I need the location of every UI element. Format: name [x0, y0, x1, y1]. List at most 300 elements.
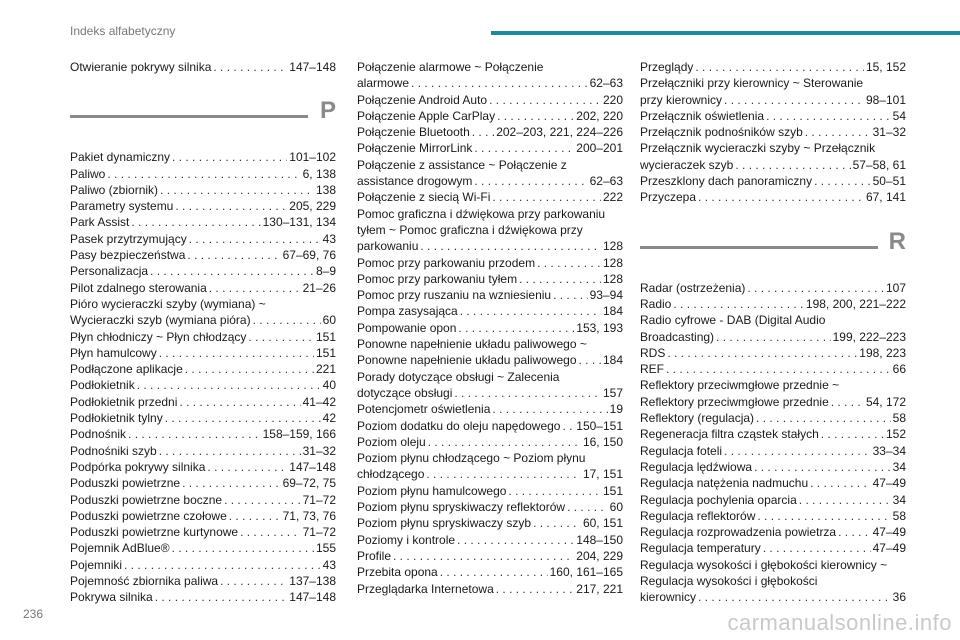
- dot-leader: [492, 401, 607, 417]
- dot-leader: [716, 329, 831, 345]
- index-entry: [70, 410, 336, 426]
- entry-text: Regulacja foteli: [640, 443, 723, 458]
- dot-leader: [579, 352, 601, 368]
- index-entry: [70, 182, 336, 198]
- dot-leader: [207, 459, 287, 475]
- dot-leader: [458, 320, 574, 336]
- entry-pages: 153, 193: [576, 320, 623, 335]
- entry-text: Reflektory przeciwmgłowe przednie: [640, 394, 829, 409]
- index-entry: [640, 443, 906, 459]
- entry-pages: 47–49: [872, 476, 906, 491]
- index-entry: [70, 589, 336, 605]
- entry-text: Podnośniki szyb: [70, 443, 157, 458]
- entry-text: Pojemnik AdBlue®: [70, 541, 170, 556]
- entry-text: Płyn chłodniczy ~ Płyn chłodzący: [70, 329, 247, 344]
- entry-text: Park Assist: [70, 215, 130, 230]
- dot-leader: [460, 303, 601, 319]
- entry-text: Parametry systemu: [70, 199, 174, 214]
- entry-lead-text: Połączenie z assistance ~ Połączenie z: [357, 157, 567, 172]
- index-entry: [357, 303, 623, 319]
- entry-text: Poduszki powietrzne: [70, 476, 181, 491]
- entry-text: RDS: [640, 345, 666, 360]
- entry-text: Pasek przytrzymujący: [70, 231, 187, 246]
- entry-text: Pojemność zbiornika paliwa: [70, 574, 219, 589]
- index-entry: [70, 280, 336, 296]
- entry-pages: 43: [322, 557, 336, 572]
- dot-leader: [567, 499, 608, 515]
- entry-lead-text: Przełącznik wycieraczki szyby ~ Przełącznik: [640, 141, 876, 156]
- entry-lead-text: Regulacja wysokości i głębokości kierownicy ~: [640, 557, 888, 572]
- entry-list-p-end: [640, 59, 906, 206]
- entry-pages: 33–34: [872, 443, 906, 458]
- dot-leader: [137, 377, 321, 393]
- dot-leader: [497, 108, 574, 124]
- index-entry: [357, 532, 623, 548]
- entry-text: Połączenie MirrorLink: [357, 141, 473, 156]
- index-entry: [70, 377, 336, 393]
- entry-list-top: [70, 59, 336, 75]
- entry-pages: 199, 222–223: [832, 329, 906, 344]
- index-entry: [70, 492, 336, 508]
- entry-text: Poduszki powietrzne boczne: [70, 492, 223, 507]
- index-entry: [70, 540, 336, 556]
- entry-text: parkowaniu: [357, 239, 419, 254]
- entry-text: Poziom oleju: [357, 434, 426, 449]
- index-entry: [640, 524, 906, 540]
- entry-text: Radar (ostrzeżenia): [640, 280, 746, 295]
- dot-leader: [673, 296, 804, 312]
- index-entry: [640, 189, 906, 205]
- entry-text: kierownicy: [640, 590, 697, 605]
- dot-leader: [562, 418, 574, 434]
- entry-pages: 34: [892, 492, 906, 507]
- entry-pages: 8–9: [315, 264, 336, 279]
- dot-leader: [724, 92, 864, 108]
- index-entry: [357, 515, 623, 531]
- index-column-1: [70, 59, 336, 606]
- entry-pages: 60: [322, 313, 336, 328]
- entry-pages: 43: [322, 231, 336, 246]
- index-entry: [70, 557, 336, 573]
- index-entry: [640, 492, 906, 508]
- entry-text: Poziom płynu hamulcowego: [357, 483, 507, 498]
- entry-pages: 47–49: [872, 525, 906, 540]
- entry-pages: 148–150: [576, 532, 623, 547]
- index-entry: [70, 573, 336, 589]
- dot-leader: [124, 557, 321, 573]
- index-entry: [70, 59, 336, 75]
- index-entry: [357, 75, 623, 91]
- entry-pages: 71, 73, 76: [282, 508, 336, 523]
- entry-text: Pokrywa silnika: [70, 590, 153, 605]
- dot-leader: [220, 573, 287, 589]
- entry-text: Płyn hamulcowy: [70, 345, 157, 360]
- entry-pages: 36: [892, 590, 906, 605]
- entry-pages: 217, 221: [576, 581, 623, 596]
- dot-leader: [519, 271, 601, 287]
- entry-text: Przeglądarka Internetowa: [357, 581, 494, 596]
- index-entry: [357, 255, 623, 271]
- entry-pages: 130–131, 134: [262, 215, 336, 230]
- entry-pages: 42: [322, 411, 336, 426]
- entry-pages: 16, 150: [582, 434, 623, 449]
- dot-leader: [472, 124, 494, 140]
- entry-pages: 54, 172: [865, 394, 906, 409]
- index-entry: [357, 499, 623, 515]
- entry-text: Przełącznik oświetlenia: [640, 108, 765, 123]
- dot-leader: [428, 434, 581, 450]
- index-entry: [357, 287, 623, 303]
- index-entry: [70, 524, 336, 540]
- dot-leader: [131, 214, 260, 230]
- entry-lead-text: Ponowne napełnienie układu paliwowego ~: [357, 337, 587, 352]
- index-entry: [640, 508, 906, 524]
- dot-leader: [107, 166, 300, 182]
- dot-leader: [474, 173, 587, 189]
- index-entry: [640, 410, 906, 426]
- entry-text: przy kierownicy: [640, 92, 723, 107]
- entry-text: Otwieranie pokrywy silnika: [70, 60, 212, 74]
- dot-leader: [159, 443, 301, 459]
- entry-pages: 31–32: [872, 125, 906, 140]
- entry-lead-text: Reflektory przeciwmgłowe przednie ~: [640, 378, 840, 393]
- index-entry: [357, 581, 623, 597]
- index-entry: [640, 296, 906, 312]
- entry-pages: 66: [892, 362, 906, 377]
- letter-heading-p: [70, 89, 336, 145]
- entry-text: Profile: [357, 548, 392, 563]
- entry-lead-text: Regulacja wysokości i głębokości: [640, 574, 818, 589]
- entry-text: Potencjometr oświetlenia: [357, 402, 491, 417]
- entry-list-r: [640, 280, 906, 606]
- entry-pages: 137–138: [289, 574, 336, 589]
- index-entry: [357, 483, 623, 499]
- index-entry: [70, 214, 336, 230]
- entry-text: Połączenie Bluetooth: [357, 125, 470, 140]
- dot-leader: [533, 515, 581, 531]
- entry-list-p: [70, 149, 336, 605]
- entry-lead-text: Pomoc graficzna i dźwiękowa przy parkowaniu: [357, 206, 606, 221]
- dot-leader: [814, 173, 871, 189]
- index-entry: [357, 320, 623, 336]
- entry-text: Podłokietnik tylny: [70, 411, 163, 426]
- letter-rule: [70, 115, 308, 118]
- index-entry: [357, 352, 623, 368]
- entry-text: Pakiet dynamiczny: [70, 150, 171, 165]
- dot-leader: [209, 280, 301, 296]
- index-entry: [640, 59, 906, 75]
- entry-pages: 58: [892, 508, 906, 523]
- entry-text: Poziomy i kontrole: [357, 532, 456, 547]
- entry-text: Przyczepa: [640, 190, 697, 205]
- dot-leader: [508, 483, 601, 499]
- dot-leader: [187, 247, 280, 263]
- dot-leader: [838, 524, 871, 540]
- dot-leader: [440, 564, 548, 580]
- entry-pages: 57–58, 61: [852, 157, 906, 172]
- entry-text: Pojemniki: [70, 557, 123, 572]
- entry-pages: 147–148: [289, 459, 336, 474]
- dot-leader: [175, 198, 287, 214]
- entry-pages: 34: [892, 459, 906, 474]
- entry-pages: 158–159, 166: [262, 427, 336, 442]
- dot-leader: [553, 287, 588, 303]
- entry-text: Pomoc przy parkowaniu przodem: [357, 255, 536, 270]
- index-entry: [70, 231, 336, 247]
- entry-pages: 17, 151: [582, 467, 623, 482]
- index-entry: [640, 173, 906, 189]
- index-entry: [640, 157, 906, 173]
- dot-leader: [160, 182, 314, 198]
- dot-leader: [165, 410, 321, 426]
- dot-leader: [667, 345, 857, 361]
- entry-text: Regulacja natężenia nadmuchu: [640, 476, 809, 491]
- entry-text: Przełącznik podnośników szyb: [640, 125, 803, 140]
- letter-p: P: [319, 97, 336, 125]
- entry-text: Poziom płynu spryskiwaczy szyb: [357, 516, 532, 531]
- entry-pages: 128: [602, 255, 623, 270]
- index-entry: [357, 418, 623, 434]
- entry-pages: 138: [315, 182, 336, 197]
- entry-pages: 205, 229: [289, 199, 336, 214]
- entry-text: Podłączone aplikacje: [70, 362, 183, 377]
- index-entry: [70, 443, 336, 459]
- entry-pages: 50–51: [872, 174, 906, 189]
- index-entry: [70, 508, 336, 524]
- entry-text: Paliwo (zbiornik): [70, 182, 159, 197]
- entry-pages: 151: [315, 345, 336, 360]
- entry-text: Poduszki powietrzne kurtynowe: [70, 525, 239, 540]
- entry-pages: 152: [885, 427, 906, 442]
- watermark: carmanualsonline.info: [727, 610, 952, 635]
- entry-text: Reflektory (regulacja): [640, 411, 755, 426]
- dot-leader: [213, 59, 287, 75]
- entry-pages: 47–49: [872, 541, 906, 556]
- entry-text: Regulacja temperatury: [640, 541, 761, 556]
- entry-pages: 67, 141: [865, 190, 906, 205]
- entry-pages: 41–42: [302, 394, 336, 409]
- page-number: 236: [23, 607, 44, 621]
- dot-leader: [489, 92, 601, 108]
- dot-leader: [457, 532, 574, 548]
- letter-r: R: [888, 227, 906, 255]
- entry-pages: 62–63: [589, 76, 623, 91]
- dot-leader: [831, 394, 864, 410]
- dot-leader: [426, 466, 581, 482]
- index-entry: [357, 434, 623, 450]
- index-entry: [357, 401, 623, 417]
- entry-pages: 71–72: [302, 525, 336, 540]
- index-entry: [357, 189, 623, 205]
- entry-pages: 198, 223: [859, 345, 906, 360]
- entry-text: Poduszki powietrzne czołowe: [70, 508, 227, 523]
- entry-pages: 19: [609, 402, 623, 417]
- entry-text: Regulacja pochylenia oparcia: [640, 492, 797, 507]
- entry-pages: 202–203, 221, 224–226: [496, 125, 623, 140]
- entry-pages: 67–69, 76: [282, 248, 336, 263]
- dot-leader: [240, 524, 301, 540]
- entry-pages: 147–148: [289, 60, 336, 74]
- entry-text: Regulacja lędźwiowa: [640, 459, 753, 474]
- entry-pages: 62–63: [589, 174, 623, 189]
- dot-leader: [735, 157, 850, 173]
- entry-text: REF: [640, 362, 664, 377]
- entry-text: Broadcasting): [640, 329, 715, 344]
- entry-pages: 155: [315, 541, 336, 556]
- entry-pages: 15, 152: [865, 60, 906, 74]
- entry-list-p-continued: [357, 59, 623, 597]
- dot-leader: [698, 589, 891, 605]
- dot-leader: [805, 124, 871, 140]
- entry-pages: 60, 151: [582, 516, 623, 531]
- dot-leader: [224, 492, 301, 508]
- index-entry: [357, 238, 623, 254]
- entry-pages: 200–201: [576, 141, 623, 156]
- dot-leader: [766, 108, 891, 124]
- entry-pages: 93–94: [589, 288, 623, 303]
- dot-leader: [496, 581, 575, 597]
- dot-leader: [763, 540, 871, 556]
- dot-leader: [159, 345, 314, 361]
- dot-leader: [248, 329, 314, 345]
- index-entry: [70, 198, 336, 214]
- dot-leader: [757, 508, 890, 524]
- index-entry: [640, 361, 906, 377]
- dot-leader: [229, 508, 281, 524]
- entry-pages: 69–72, 75: [282, 476, 336, 491]
- entry-pages: 147–148: [289, 590, 336, 605]
- entry-pages: 31–32: [302, 443, 336, 458]
- dot-leader: [698, 189, 864, 205]
- dot-leader: [810, 475, 871, 491]
- dot-leader: [724, 443, 871, 459]
- dot-leader: [185, 361, 314, 377]
- entry-pages: 128: [602, 271, 623, 286]
- index-column-2: [357, 59, 623, 597]
- index-entry: [357, 92, 623, 108]
- entry-text: Przeglądy: [640, 60, 694, 74]
- entry-pages: 150–151: [576, 418, 623, 433]
- index-entry: [357, 124, 623, 140]
- index-entry: [640, 589, 906, 605]
- index-entry: [640, 345, 906, 361]
- entry-text: assistance drogowym: [357, 174, 473, 189]
- index-entry: [640, 329, 906, 345]
- letter-rule: [640, 246, 878, 249]
- entry-lead-text: Radio cyfrowe - DAB (Digital Audio: [640, 313, 826, 328]
- dot-leader: [474, 140, 574, 156]
- index-entry: [640, 124, 906, 140]
- entry-lead-text: Poziom płynu chłodzącego ~ Poziom płynu: [357, 451, 586, 466]
- dot-leader: [150, 263, 314, 279]
- dot-leader: [182, 475, 281, 491]
- entry-text: Ponowne napełnienie układu paliwowego: [357, 353, 577, 368]
- entry-text: Pompa zasysająca: [357, 304, 458, 319]
- entry-text: Personalizacja: [70, 264, 149, 279]
- entry-lead-text: Pióro wycieraczki szyby (wymiana) ~: [70, 296, 266, 311]
- index-entry: [70, 459, 336, 475]
- entry-text: alarmowe: [357, 76, 410, 91]
- entry-pages: 157: [602, 385, 623, 400]
- entry-text: wycieraczek szyb: [640, 157, 734, 172]
- index-entry: [70, 312, 336, 328]
- entry-text: Przeszklony dach panoramiczny: [640, 174, 813, 189]
- index-entry: [70, 361, 336, 377]
- entry-pages: 40: [322, 378, 336, 393]
- index-entry: [357, 108, 623, 124]
- dot-leader: [420, 238, 601, 254]
- dot-leader: [172, 540, 314, 556]
- entry-pages: 202, 220: [576, 108, 623, 123]
- entry-pages: 128: [602, 239, 623, 254]
- entry-text: dotyczące obsługi: [357, 385, 453, 400]
- entry-text: Radio: [640, 296, 672, 311]
- dot-leader: [172, 149, 287, 165]
- index-entry: [357, 564, 623, 580]
- entry-text: Pomoc przy parkowaniu tyłem: [357, 271, 518, 286]
- index-entry: [70, 247, 336, 263]
- entry-pages: 6, 138: [302, 166, 336, 181]
- entry-pages: 184: [602, 353, 623, 368]
- index-entry: [640, 426, 906, 442]
- index-entry: [640, 92, 906, 108]
- index-entry: [357, 548, 623, 564]
- dot-leader: [756, 410, 891, 426]
- entry-pages: 98–101: [865, 92, 906, 107]
- dot-leader: [747, 280, 884, 296]
- index-entry: [70, 345, 336, 361]
- dot-leader: [393, 548, 574, 564]
- entry-pages: 60: [609, 500, 623, 515]
- entry-text: Podpórka pokrywy silnika: [70, 459, 206, 474]
- dot-leader: [411, 75, 588, 91]
- dot-leader: [128, 426, 261, 442]
- entry-text: Przebita opona: [357, 565, 438, 580]
- entry-pages: 101–102: [289, 150, 336, 165]
- entry-text: Pilot zdalnego sterowania: [70, 280, 207, 295]
- index-entry: [70, 263, 336, 279]
- dot-leader: [454, 385, 601, 401]
- entry-text: Poziom płynu spryskiwaczy reflektorów: [357, 500, 566, 515]
- entry-pages: 220: [602, 92, 623, 107]
- entry-text: Regeneracja filtra cząstek stałych: [640, 427, 819, 442]
- entry-pages: 221: [315, 362, 336, 377]
- index-entry: [640, 459, 906, 475]
- entry-text: chłodzącego: [357, 467, 425, 482]
- index-entry: [70, 394, 336, 410]
- entry-pages: 151: [315, 329, 336, 344]
- index-entry: [70, 166, 336, 182]
- entry-pages: 54: [892, 108, 906, 123]
- entry-text: Podłokietnik przedni: [70, 394, 178, 409]
- entry-pages: 151: [602, 483, 623, 498]
- entry-pages: 71–72: [302, 492, 336, 507]
- entry-text: Paliwo: [70, 166, 106, 181]
- dot-leader: [754, 459, 891, 475]
- entry-text: Połączenie z siecią Wi-Fi: [357, 190, 491, 205]
- entry-text: Połączenie Android Auto: [357, 92, 488, 107]
- entry-lead-text: tyłem ~ Pomoc graficzna i dźwiękowa przy: [357, 222, 583, 237]
- dot-leader: [695, 59, 864, 75]
- index-entry: [70, 149, 336, 165]
- entry-pages: 58: [892, 411, 906, 426]
- entry-lead-text: Przełączniki przy kierownicy ~ Sterowanie: [640, 76, 864, 91]
- dot-leader: [253, 312, 321, 328]
- index-entry: [640, 540, 906, 556]
- index-entry: [640, 280, 906, 296]
- entry-text: Połączenie Apple CarPlay: [357, 108, 496, 123]
- index-entry: [70, 426, 336, 442]
